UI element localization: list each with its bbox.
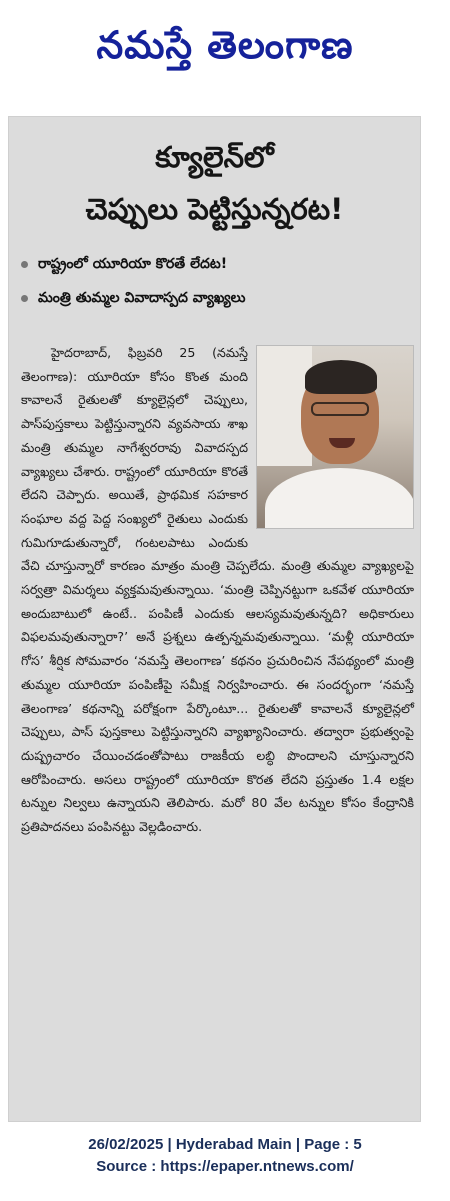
highlight-text: మంత్రి తుమ్మల వివాదాస్పద వ్యాఖ్యలు [38, 290, 246, 306]
news-clipping [8, 116, 421, 1122]
page-footer [0, 1134, 450, 1178]
minister-photo [256, 345, 414, 529]
bullet-icon [21, 295, 28, 302]
highlight-text: రాష్ట్రంలో యూరియా కొరతే లేదట! [38, 256, 228, 272]
highlight-item [21, 247, 420, 281]
photo-shirt [265, 468, 414, 529]
edition-info: 26/02/2025 | Hyderabad Main | Page : 5 [88, 1136, 362, 1153]
bullet-icon [21, 261, 28, 268]
source-link[interactable]: Source : https://epaper.ntnews.com/ [96, 1158, 354, 1175]
highlights-list [21, 247, 420, 315]
highlight-item [21, 281, 420, 315]
masthead [0, 0, 450, 100]
article-paragraph: హైదరాబాద్, ఫిబ్రవరి 25 (నమస్తే తెలంగాణ): యూరియా కోసం కొంత మంది కావాలనే రైతులతో క్యూలైన్లలో చెప్పులు, పాస్‌పుస్తకాలు పెట్టిస్తున్నారని వ్యవసాయ శాఖ మంత్రి తుమ్మల నాగేశ్వరరావు వివాదస్పద వ్యాఖ్యలు చేశారు. రాష్ట్రంలో యూరియా కొరతే లేదని చెప్పారు. అయితే, ప్రాథమిక సహకార సంఘాల వద్ద పెద్ద సంఖ్యలో రైతులు ఎందుకు గుమిగూడుతున్నారో, గంటలపాటు ఎందుకు వేచి చూస్తున్నారో కారణం మాత్రం మంత్రి చెప్పలేదు. మంత్రి తుమ్మల వ్యాఖ్యలపై సర్వత్రా విమర్శలు వ్యక్తమవుతున్నాయి. ‘మంత్రి చెప్పినట్టుగా ఒకవేళ యూరియా అందుబాటులో ఉంటే.. పంపిణీ ఎందుకు ఆలస్యమవుతున్నది? అధికారులు విఫలమవుతున్నారా?’ అనే ప్రశ్నలు ఉత్పన్నమవుతున్నాయి. ‘మళ్లీ యూరియా గోస’ శీర్షిక సోమవారం ‘నమస్తే తెలంగాణ’ కథనం ప్రచురించిన నేపథ్యంలో మంత్రి తుమ్మల యూరియా పంపిణీపై సమీక్ష నిర్వహించారు. ఈ సందర్భంగా ‘నమస్తే తెలంగాణ’ కథనాన్ని పరోక్షంగా పేర్కొంటూ... రైతులతో కావాలనే క్యూలైన్లలో చెప్పులు, పాస్ పుస్తకాలు పెట్టిస్తున్నారని వ్యాఖ్యానించారు. తద్వారా ప్రభుత్వంపై దుష్ప్రచారం చేయించడంతోపాటు రాజకీయ లబ్ధి పొందాలని చూస్తున్నారని ఆరోపించారు. అసలు రాష్ట్రంలో యూరియా కొరత లేదని ప్రస్తుతం 1.4 లక్షల టన్నుల నిల్వలు ఉన్నాయని తెలిపారు. మరో 80 వేల టన్నుల కోసం కేంద్రానికి ప్రతిపాదనలు పంపినట్టు వెల్లడించారు. [21, 345, 414, 835]
newspaper-title: నమస్తే తెలంగాణ [96, 23, 354, 67]
headline-line-2: చెప్పులు పెట్టిస్తున్నరట! [85, 192, 344, 226]
photo-glasses [311, 402, 369, 416]
headline [9, 131, 420, 235]
headline-line-1: క్యూలైన్‌లో [155, 140, 274, 174]
photo-hair [305, 360, 377, 394]
article-body [21, 341, 414, 839]
